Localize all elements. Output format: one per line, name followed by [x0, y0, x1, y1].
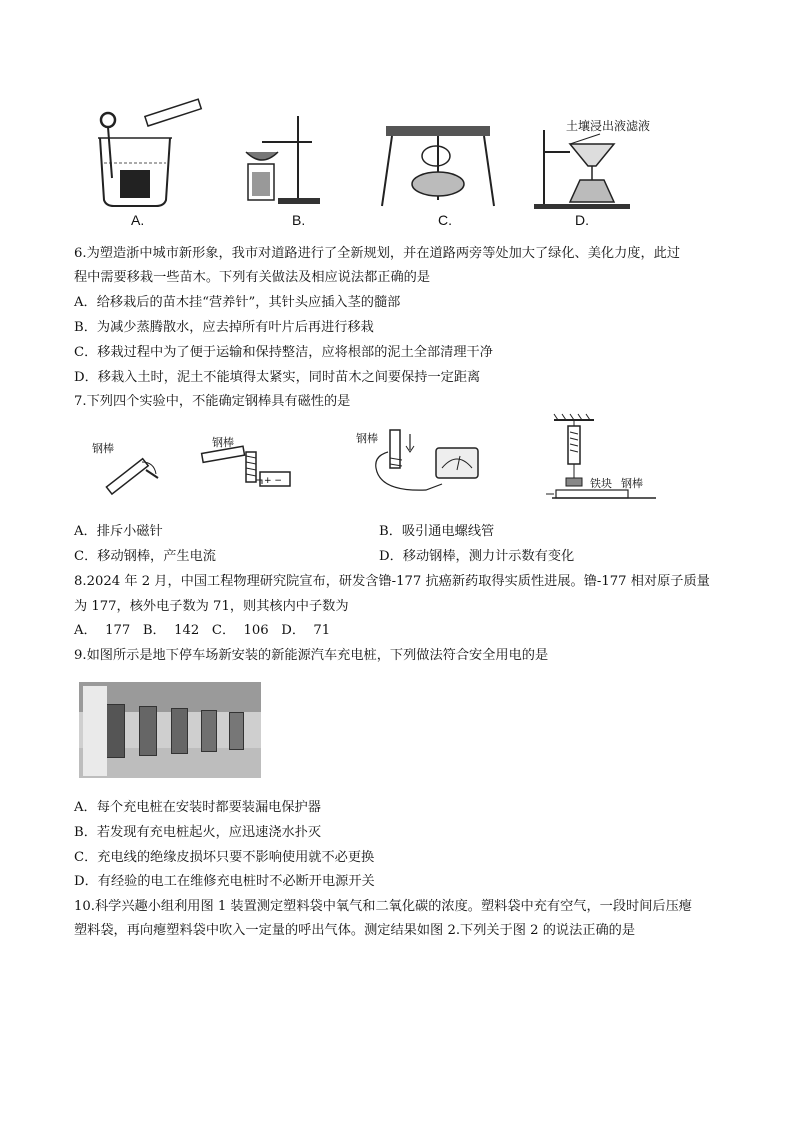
q6-stem-line1: 6.为塑造浙中城市新形象，我市对道路进行了全新规划，并在道路两旁等处加大了绿化、美化力度，此过	[74, 246, 681, 261]
q7-fig-d-rod-label: 钢棒	[621, 477, 643, 490]
q8-stem-line1: 8.2024 年 2 月，中国工程物理研究院宣布，研发含镥-177 抗癌新药取得实质性进展。镥-177 相对原子质量	[74, 574, 710, 589]
q6-option-c: C．移栽过程中为了便于运输和保持整洁，应将根部的泥土全部清理干净	[74, 345, 493, 360]
q7-option-a: A．排斥小磁针	[74, 524, 163, 539]
figure-d-label: 土壤浸出液滤液	[566, 119, 651, 133]
q10-stem-line1: 10.科学兴趣小组利用图 1 装置测定塑料袋中氧气和二氧化碳的浓度。塑料袋中充有空气，一段时间后压瘪	[74, 899, 692, 914]
q7-fig-b-rod-solenoid	[200, 446, 300, 492]
caption-d: D.	[575, 212, 589, 228]
q9-stem: 9.如图所示是地下停车场新安装的新能源汽车充电桩，下列做法符合安全用电的是	[74, 648, 549, 663]
q7-fig-d-spring-scale	[546, 418, 666, 504]
q6-option-d: D．移栽入土时，泥土不能填得太紧实，同时苗木之间要保持一定距离	[74, 370, 481, 385]
q9-option-c: C．充电线的绝缘皮损坏只要不影响使用就不必更换	[74, 850, 375, 865]
q7-fig-a-label: 钢棒	[92, 442, 114, 455]
q7-fig-b-label: 钢棒	[212, 436, 234, 449]
q7-stem: 7.下列四个实验中，不能确定钢棒具有磁性的是	[74, 394, 351, 409]
q9-option-b: B．若发现有充电桩起火，应迅速浇水扑灭	[74, 825, 322, 840]
caption-a: A.	[131, 212, 145, 228]
caption-b: B.	[292, 212, 306, 228]
svg-text:+ −: + −	[264, 476, 282, 486]
charging-station-photo	[79, 682, 261, 778]
q7-fig-a-rod-needle	[100, 452, 170, 502]
q10-stem-line2: 塑料袋，再向瘪塑料袋中吹入一定量的呼出气体。测定结果如图 2.下列关于图 2 的说法正确的是	[74, 923, 636, 938]
q6-stem-line2: 程中需要移栽一些苗木。下列有关做法及相应说法都正确的是	[74, 270, 431, 285]
q9-option-a: A．每个充电桩在安装时都要装漏电保护器	[74, 800, 321, 815]
caption-c: C.	[438, 212, 452, 228]
q7-option-b: B．吸引通电螺线管	[379, 524, 495, 539]
q6-option-a: A．给移栽后的苗木挂“营养针”，其针头应插入茎的髓部	[74, 295, 401, 310]
figure-d-filtration	[530, 130, 640, 210]
q7-option-d: D．移动钢棒，测力计示数有变化	[379, 549, 575, 564]
figure-c-tripod	[380, 118, 500, 210]
figure-a-beaker	[90, 108, 220, 208]
q9-option-d: D．有经验的电工在维修充电桩时不必断开电源开关	[74, 874, 375, 889]
q7-fig-c-label: 钢棒	[356, 432, 378, 445]
q7-fig-c-rod-galvanometer	[366, 428, 486, 500]
q8-stem-line2: 为 177，核外电子数为 71，则其核内中子数为	[74, 599, 349, 614]
q8-options: A． 177 B． 142 C． 106 D． 71	[74, 623, 331, 638]
figure-b-stand	[238, 112, 328, 208]
q6-option-b: B．为减少蒸腾散水，应去掉所有叶片后再进行移栽	[74, 320, 374, 335]
q7-option-c: C．移动钢棒，产生电流	[74, 549, 216, 564]
q7-fig-d-iron-label: 铁块	[590, 477, 612, 490]
